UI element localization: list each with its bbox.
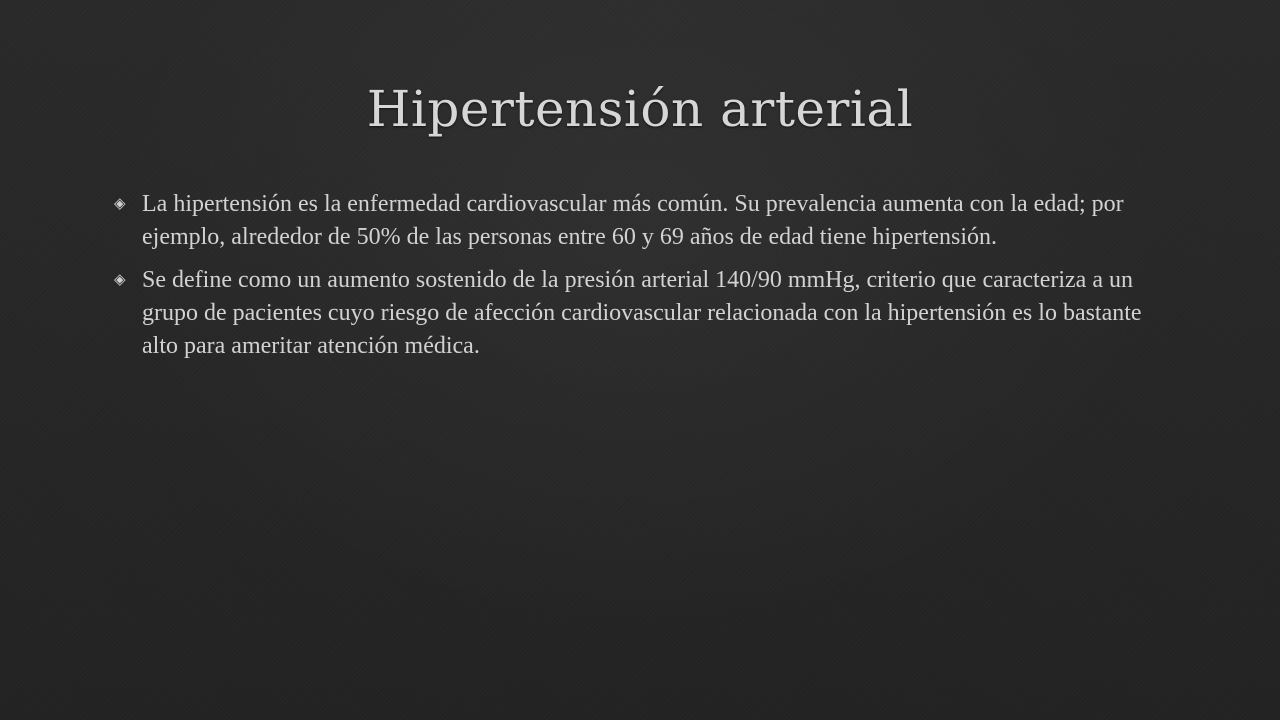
bullet-item	[112, 188, 1172, 254]
diamond-bullet-icon: ◈	[114, 272, 126, 288]
bullet-list	[112, 188, 1172, 373]
bullet-text: La hipertensión es la enfermedad cardiovascular más común. Su prevalencia aumenta con la edad; por ejemplo, alrededor de 50% de las personas entre 60 y 69 años de edad tiene hipertensión.	[142, 191, 1124, 250]
bullet-item	[112, 264, 1172, 363]
diamond-bullet-icon: ◈	[114, 196, 126, 212]
slide-title: Hipertensión arterial	[366, 80, 914, 138]
bullet-text: Se define como un aumento sostenido de la presión arterial 140/90 mmHg, criterio que caracteriza a un grupo de pacientes cuyo riesgo de afección cardiovascular relacionada con la hipertensión es lo bastante alto para ameritar atención médica.	[142, 267, 1142, 359]
